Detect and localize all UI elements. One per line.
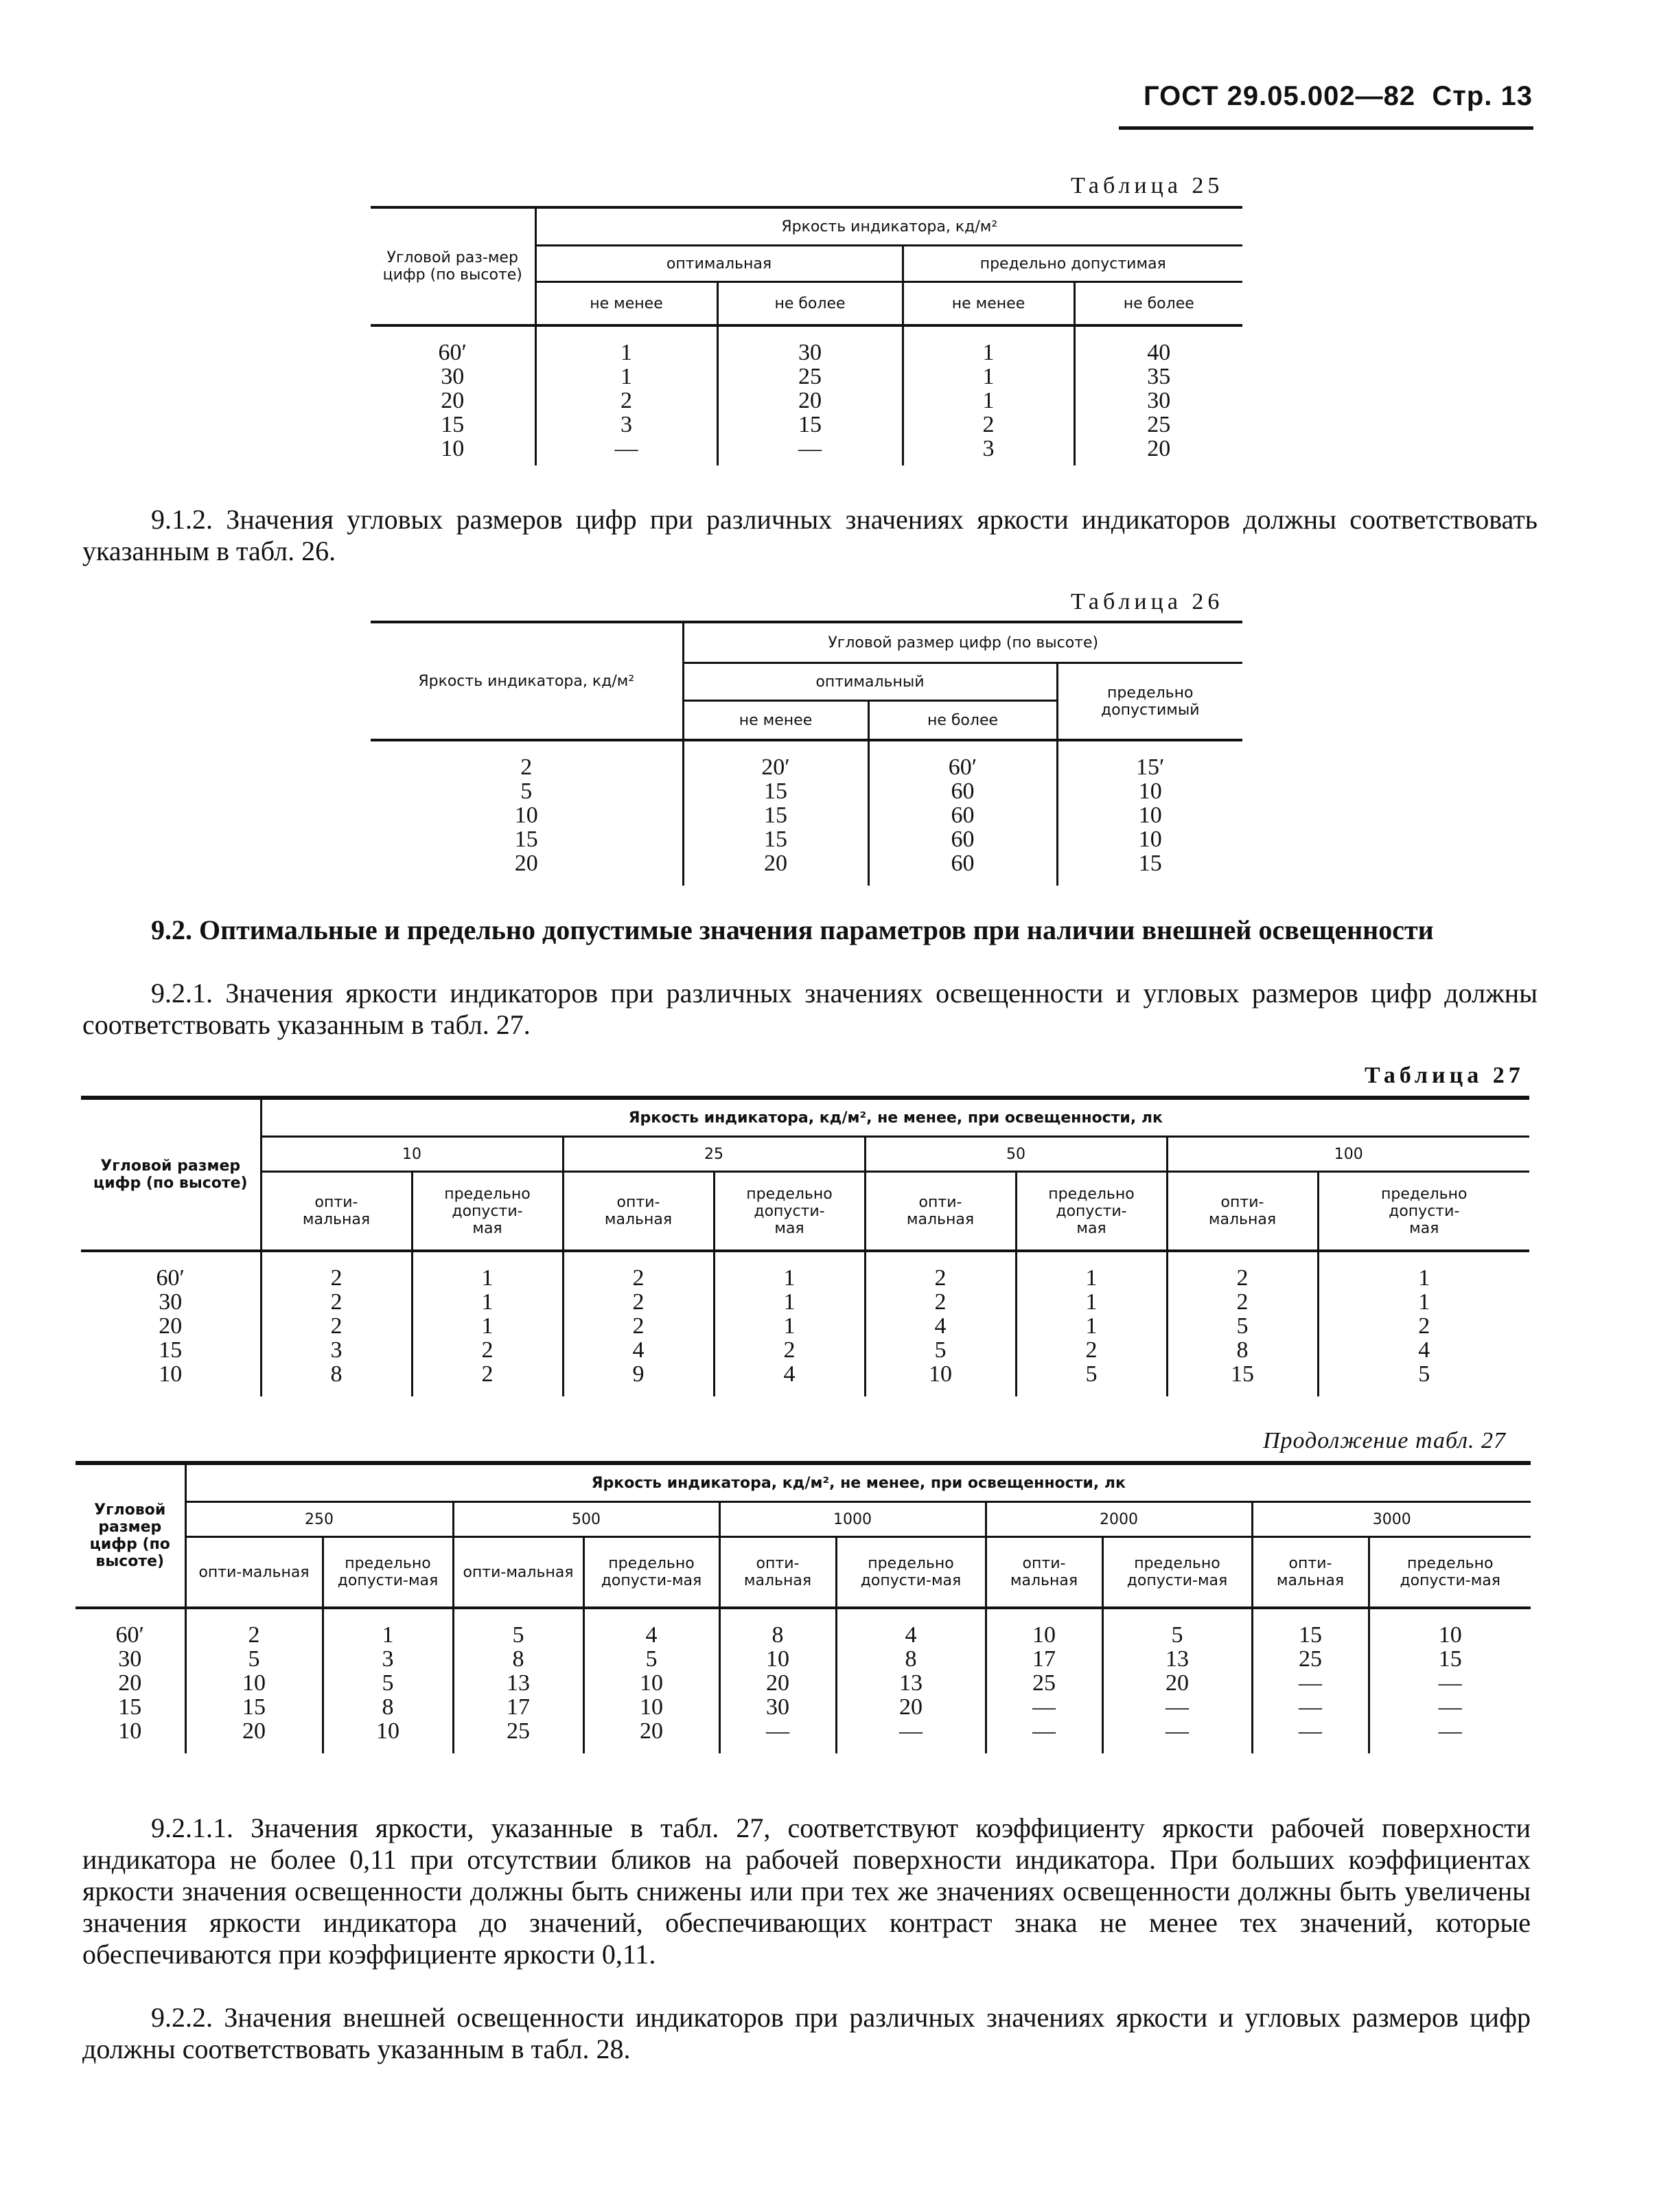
t26-col-1: 20′ 15 15 15 20 [683, 755, 868, 886]
t25-leaf-header: не менее [535, 282, 717, 326]
t27b-col-8: 5 13 20 — — [1102, 1623, 1252, 1753]
t27b-lux-header: 3000 [1252, 1502, 1531, 1537]
t26-col-0: 2 5 10 15 20 [514, 754, 538, 876]
t27b-lux-header: 1000 [719, 1502, 986, 1537]
t27b-col-3: 5 8 13 17 25 [453, 1623, 583, 1753]
t26-leaf-header: не более [868, 701, 1057, 741]
t27-lux-header: 50 [865, 1137, 1167, 1172]
t27b-leaf-header: предельно допусти-мая [1102, 1537, 1252, 1609]
t27-lux-header: 100 [1167, 1137, 1529, 1172]
paragraph-9-1-2: 9.1.2. Значения угловых размеров цифр при различных значениях яркости индикаторов должны соответствовать указанным в табл. 26. [82, 504, 1538, 566]
t27b-leaf-header: предельно допусти-мая [836, 1537, 986, 1609]
t27-col-2: 1 1 1 2 2 [412, 1266, 563, 1396]
t25-col-0: 60′ 30 20 15 10 [438, 340, 467, 461]
table-27 [81, 1096, 1529, 1396]
t25-row-header: Угловой раз-мер цифр (по высоте) [371, 207, 535, 325]
t27b-col-2: 1 3 5 8 10 [323, 1623, 453, 1753]
t27b-col-9: 15 25 — — — [1252, 1623, 1369, 1753]
t27b-col-1: 2 5 10 15 20 [185, 1623, 323, 1753]
t26-leaf-header: не менее [683, 701, 868, 741]
t25-col-3: 1 1 1 2 3 [903, 341, 1074, 465]
t27-leaf-header: опти-мальная [563, 1172, 714, 1252]
t27-leaf-header: предельно допусти-мая [1318, 1172, 1529, 1252]
table25-caption: Таблица 25 [1071, 173, 1224, 198]
t25-sub-header: оптимальная [535, 246, 903, 282]
t27-row-header: Угловой размер цифр (по высоте) [81, 1098, 261, 1251]
t27b-row-header: Угловой размер цифр (по высоте) [76, 1463, 185, 1608]
t25-col-4: 40 35 30 25 20 [1074, 341, 1242, 465]
t25-leaf-header: не более [1074, 282, 1242, 326]
table-26 [371, 621, 1242, 886]
t25-leaf-header: не более [717, 282, 903, 326]
page-number: Стр. 13 [1432, 81, 1533, 111]
t27-col-1: 2 2 2 3 8 [261, 1266, 412, 1396]
t27-col-5: 2 2 4 5 10 [865, 1266, 1016, 1396]
section-9-2-title: 9.2. Оптимальные и предельно допустимые значения параметров при наличии внешней освещенности [151, 914, 1434, 945]
t27-group-header: Яркость индикатора, кд/м², не менее, при освещенности, лк [261, 1098, 1529, 1137]
paragraph-9-2-1: 9.2.1. Значения яркости индикаторов при различных значениях освещенности и угловых размеров цифр должны соответствовать указанным в табл. 27. [82, 978, 1538, 1040]
t27b-lux-header: 500 [453, 1502, 719, 1537]
t27b-col-10: 10 15 — — — [1369, 1623, 1531, 1753]
t27-col-4: 1 1 1 2 4 [714, 1266, 865, 1396]
table26-caption: Таблица 26 [1071, 589, 1224, 614]
t27b-leaf-header: опти-мальная [1252, 1537, 1369, 1609]
t27b-col-6: 4 8 13 20 — [836, 1623, 986, 1753]
t25-leaf-header: не менее [903, 282, 1074, 326]
header-rule [1119, 126, 1533, 130]
page-header [1144, 81, 1533, 112]
table27b-caption: Продолжение табл. 27 [1263, 1428, 1507, 1453]
t25-col-1: 1 1 2 3 — [535, 341, 717, 465]
t27b-leaf-header: предельно допусти-мая [1369, 1537, 1531, 1609]
t27-lux-header: 10 [261, 1137, 563, 1172]
t27-lux-header: 25 [563, 1137, 865, 1172]
t27b-leaf-header: предельно допусти-мая [323, 1537, 453, 1609]
paragraph-9-2-2: 9.2.2. Значения внешней освещенности индикаторов при различных значениях яркости и угловых размеров цифр должны соответствовать указанным в табл. 28. [82, 2002, 1531, 2064]
t27-col-7: 2 2 5 8 15 [1167, 1266, 1318, 1396]
t27b-leaf-header: опти-мальная [453, 1537, 583, 1609]
t27-leaf-header: предельно допусти-мая [714, 1172, 865, 1252]
t25-sub-header: предельно допустимая [903, 246, 1242, 282]
t26-group-header: Угловой размер цифр (по высоте) [683, 622, 1242, 663]
t27-leaf-header: предельно допусти-мая [1016, 1172, 1167, 1252]
t27-leaf-header: опти-мальная [865, 1172, 1016, 1252]
t26-sub-header: оптимальный [683, 663, 1057, 701]
t27b-leaf-header: опти-мальная [185, 1537, 323, 1609]
t27b-leaf-header: опти-мальная [719, 1537, 836, 1609]
t27-col-8: 1 1 2 4 5 [1318, 1266, 1529, 1396]
t27b-lux-header: 2000 [986, 1502, 1252, 1537]
t27-leaf-header: опти-мальная [1167, 1172, 1318, 1252]
table-27-continuation [76, 1461, 1531, 1753]
t27-col-0: 60′ 30 20 15 10 [156, 1265, 185, 1387]
t25-col-2: 30 25 20 15 — [717, 341, 903, 465]
t26-row-header: Яркость индикатора, кд/м² [371, 622, 683, 740]
t27b-leaf-header: предельно допусти-мая [583, 1537, 719, 1609]
t25-group-header: Яркость индикатора, кд/м² [535, 207, 1242, 246]
t27b-col-0: 60′ 30 20 15 10 [115, 1622, 144, 1744]
t27b-leaf-header: опти-мальная [986, 1537, 1102, 1609]
table27-caption: Таблица 27 [1365, 1063, 1524, 1088]
t27-leaf-header: опти-мальная [261, 1172, 412, 1252]
t27b-col-4: 4 5 10 10 20 [583, 1623, 719, 1753]
t27b-group-header: Яркость индикатора, кд/м², не менее, при освещенности, лк [185, 1463, 1531, 1502]
t26-col-3: 15′ 10 10 10 15 [1057, 755, 1242, 886]
standard-number: ГОСТ 29.05.002—82 [1143, 81, 1416, 111]
t27-leaf-header: предельно допусти-мая [412, 1172, 563, 1252]
t26-sub-header: предельно допустимый [1057, 663, 1242, 741]
t27-col-3: 2 2 2 4 9 [563, 1266, 714, 1396]
t27b-col-7: 10 17 25 — — [986, 1623, 1102, 1753]
paragraph-9-2-1-1: 9.2.1.1. Значения яркости, указанные в табл. 27, соответствуют коэффициенту яркости рабочей поверхности индикатора не более 0,11 при отсутствии бликов на рабочей поверхности индикатора. При больших коэффициентах яркости значения освещенности должны быть снижены или при тех же значениях освещенности должны быть увеличены значения яркости индикатора до значений, обеспечивающих контраст знака не менее тех значений, которые обеспечиваются при коэффициенте яркости 0,11. [82, 1812, 1531, 1970]
t27-col-6: 1 1 1 2 5 [1016, 1266, 1167, 1396]
table-25 [371, 206, 1242, 465]
t26-col-2: 60′ 60 60 60 60 [868, 755, 1057, 886]
t27b-lux-header: 250 [185, 1502, 453, 1537]
t27b-col-5: 8 10 20 30 — [719, 1623, 836, 1753]
